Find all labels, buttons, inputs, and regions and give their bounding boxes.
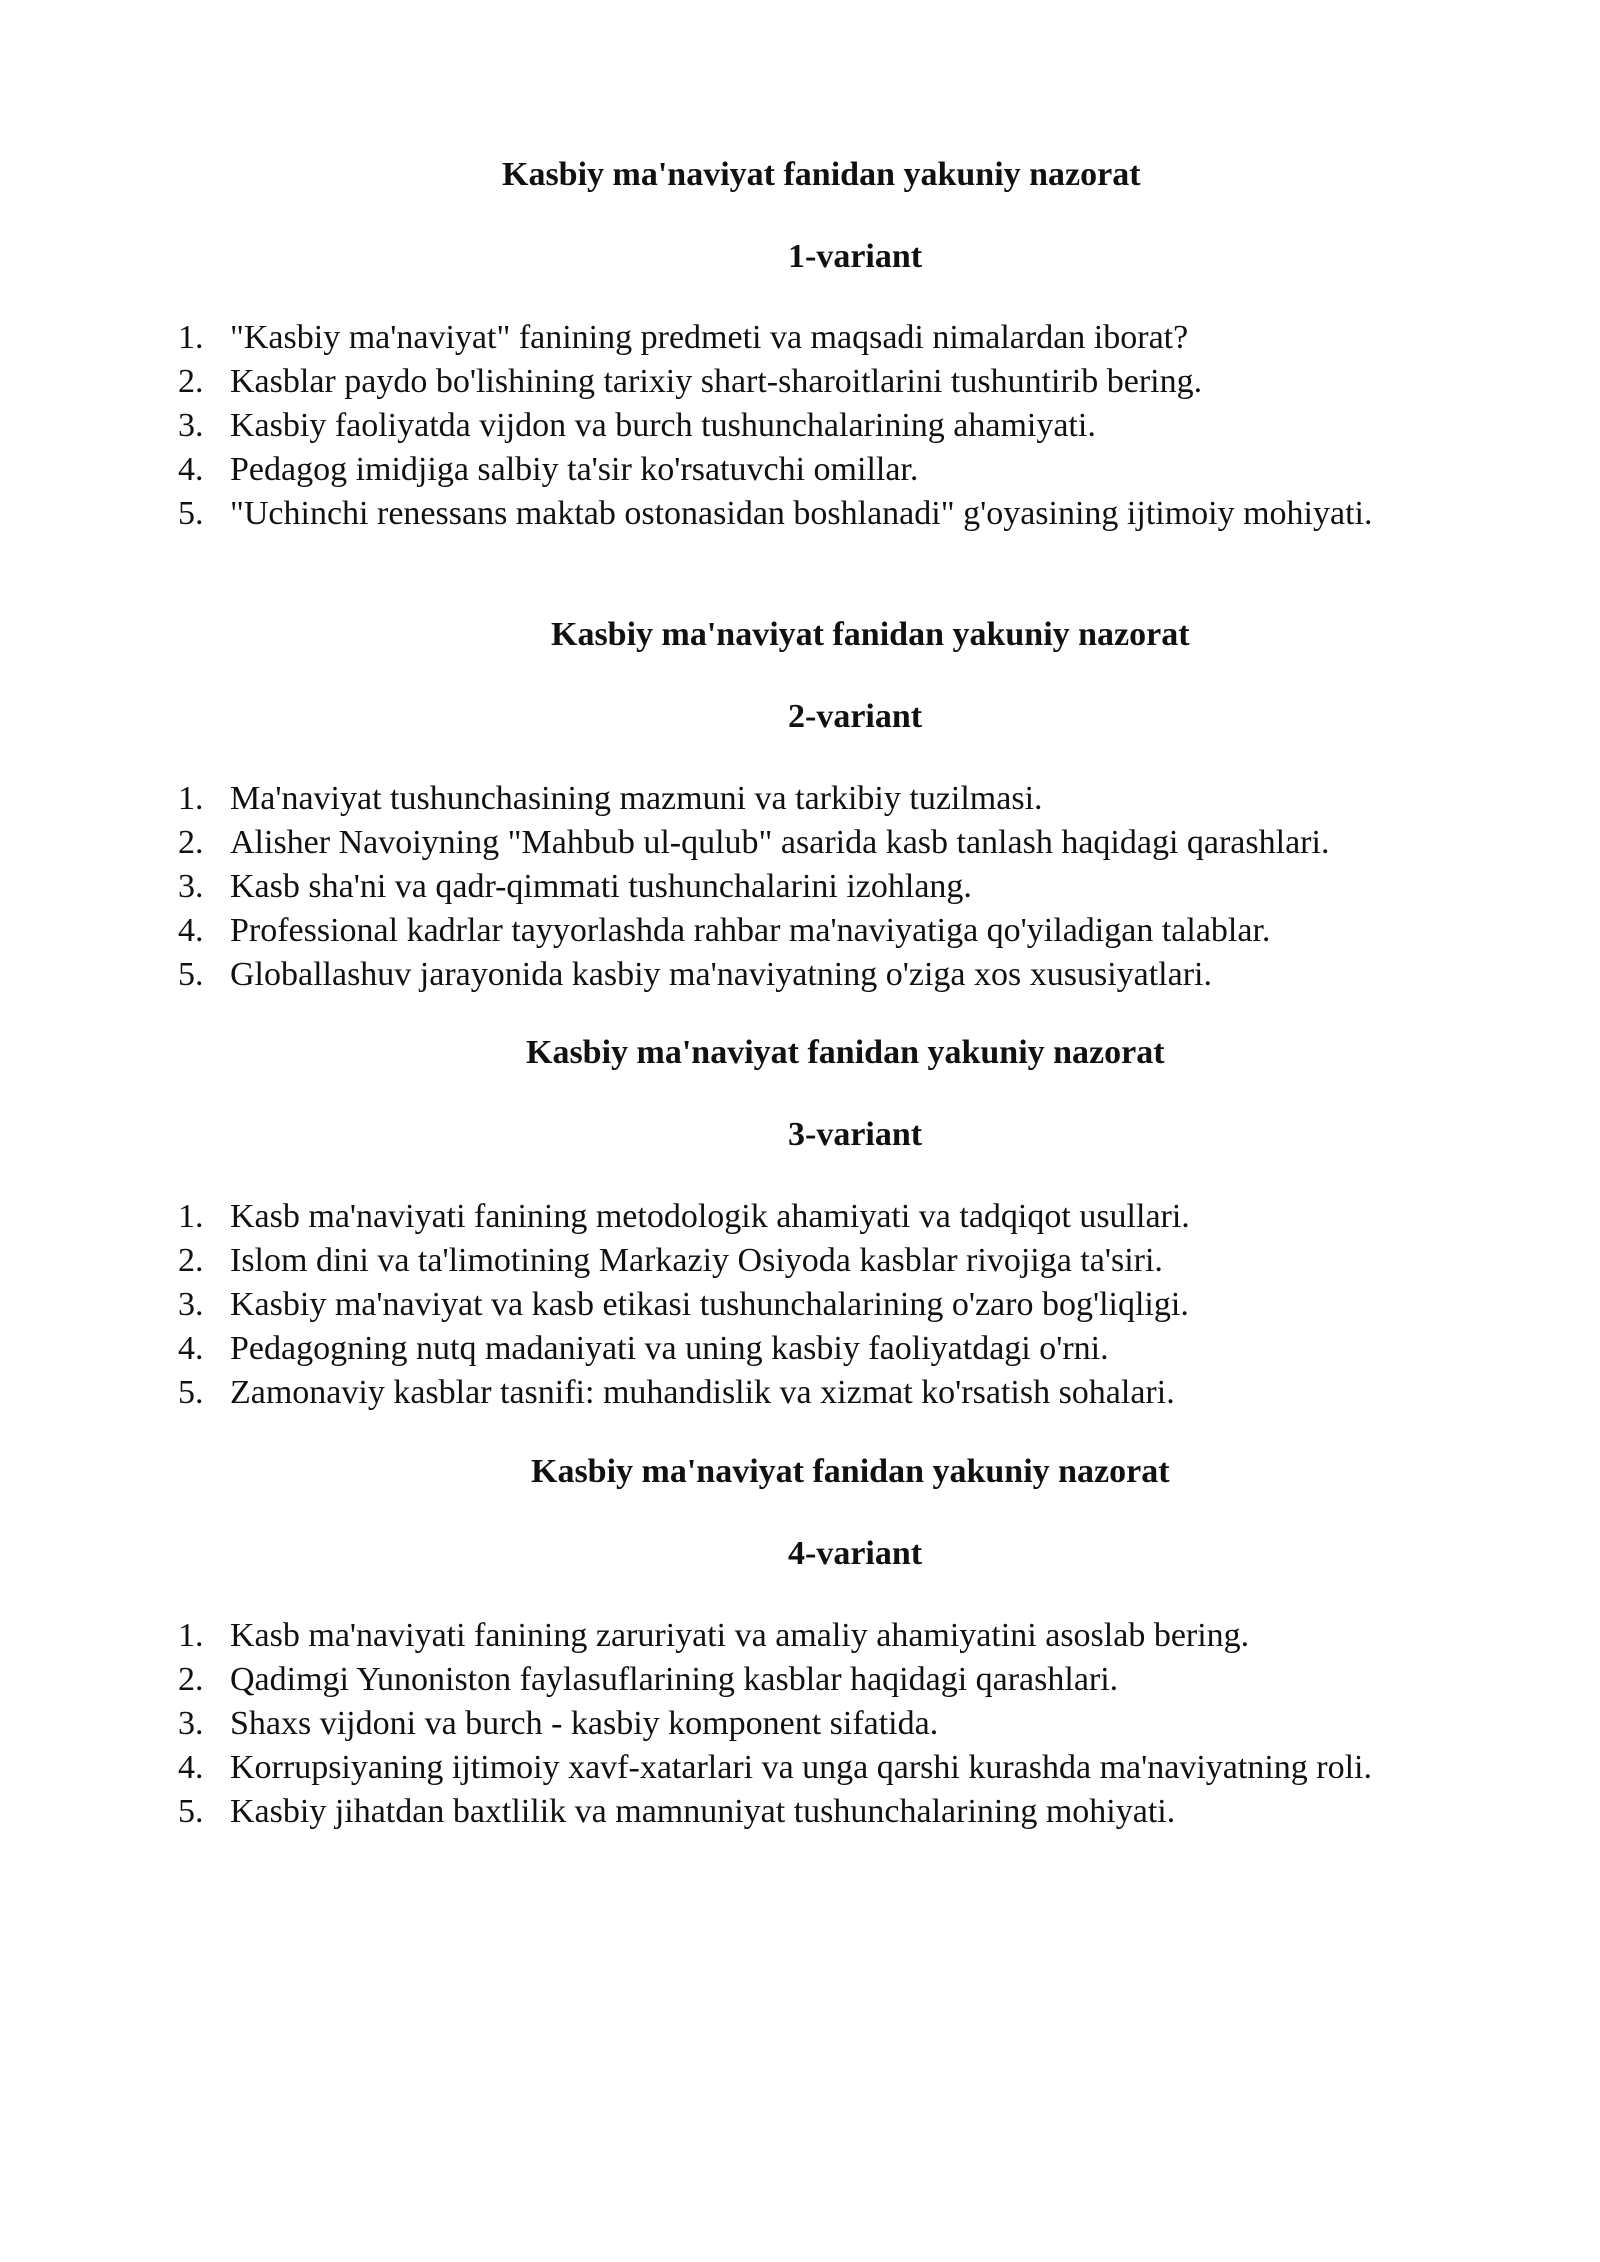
question-item [0,404,1600,448]
variant-label: 3-variant [788,1116,923,1153]
question-text: Kasb ma'naviyati fanining zaruriyati va amaliy ahamiyatini asoslab bering. [230,1617,1250,1654]
question-number: 5. [178,1793,204,1830]
question-item [0,1371,1600,1415]
question-text: Pedagogning nutq madaniyati va uning kasbiy faoliyatdagi o'rni. [230,1330,1109,1367]
question-number: 5. [178,956,204,993]
question-item [0,1239,1600,1283]
section-title [0,1033,1600,1073]
question-item [0,1283,1600,1327]
section-title-text: Kasbiy ma'naviyat fanidan yakuniy nazorat [502,156,1141,193]
question-number: 3. [178,1705,204,1742]
question-item [0,1327,1600,1371]
question-number: 4. [178,912,204,949]
question-text: "Kasbiy ma'naviyat" fanining predmeti va maqsadi nimalardan iborat? [230,319,1189,356]
question-number: 4. [178,1330,204,1367]
question-number: 1. [178,1198,204,1235]
question-text: Alisher Navoiyning "Mahbub ul-qulub" asarida kasb tanlash haqidagi qarashlari. [230,824,1330,861]
question-number: 3. [178,868,204,905]
variant-heading [0,237,1600,277]
question-text: "Uchinchi renessans maktab ostonasidan boshlanadi" g'oyasining ijtimoiy mohiyati. [230,495,1373,532]
question-number: 2. [178,1661,204,1698]
question-text: Ma'naviyat tushunchasining mazmuni va tarkibiy tuzilmasi. [230,780,1043,817]
section-title [0,615,1600,655]
question-number: 1. [178,780,204,817]
question-number: 5. [178,1374,204,1411]
variant-heading [0,697,1600,737]
question-text: Shaxs vijdoni va burch - kasbiy komponent sifatida. [230,1705,939,1742]
question-text: Kasblar paydo bo'lishining tarixiy shart-sharoitlarini tushuntirib bering. [230,363,1203,400]
question-item [0,492,1600,536]
question-text: Kasbiy jihatdan baxtlilik va mamnuniyat tushunchalarining mohiyati. [230,1793,1176,1830]
question-item [0,1195,1600,1239]
question-item [0,1790,1600,1834]
question-item [0,1746,1600,1790]
section-title [0,1452,1600,1492]
question-number: 3. [178,1286,204,1323]
question-text: Professional kadrlar tayyorlashda rahbar ma'naviyatiga qo'yiladigan talablar. [230,912,1271,949]
question-text: Kasbiy ma'naviyat va kasb etikasi tushunchalarining o'zaro bog'liqligi. [230,1286,1189,1323]
question-item [0,1702,1600,1746]
question-number: 3. [178,407,204,444]
question-list [0,777,1600,997]
question-text: Zamonaviy kasblar tasnifi: muhandislik va xizmat ko'rsatish sohalari. [230,1374,1175,1411]
variant-heading [0,1115,1600,1155]
question-list [0,1614,1600,1834]
question-text: Islom dini va ta'limotining Markaziy Osiyoda kasblar rivojiga ta'siri. [230,1242,1163,1279]
question-text: Kasb ma'naviyati fanining metodologik ahamiyati va tadqiqot usullari. [230,1198,1190,1235]
question-item [0,821,1600,865]
variant-label: 4-variant [788,1535,923,1572]
question-text: Kasbiy faoliyatda vijdon va burch tushunchalarining ahamiyati. [230,407,1096,444]
question-text: Globallashuv jarayonida kasbiy ma'naviyatning o'ziga xos xususiyatlari. [230,956,1212,993]
question-item [0,1614,1600,1658]
section-title-text: Kasbiy ma'naviyat fanidan yakuniy nazorat [531,1453,1170,1490]
question-list [0,316,1600,536]
question-number: 2. [178,824,204,861]
question-number: 4. [178,451,204,488]
question-text: Qadimgi Yunoniston faylasuflarining kasblar haqidagi qarashlari. [230,1661,1119,1698]
question-item [0,777,1600,821]
question-text: Korrupsiyaning ijtimoiy xavf-xatarlari va unga qarshi kurashda ma'naviyatning roli. [230,1749,1372,1786]
question-number: 2. [178,363,204,400]
section-title [0,155,1600,195]
question-text: Kasb sha'ni va qadr-qimmati tushunchalarini izohlang. [230,868,972,905]
question-text: Pedagog imidjiga salbiy ta'sir ko'rsatuvchi omillar. [230,451,919,488]
variant-heading [0,1534,1600,1574]
question-item [0,316,1600,360]
section-title-text: Kasbiy ma'naviyat fanidan yakuniy nazorat [551,616,1190,653]
question-list [0,1195,1600,1415]
question-number: 1. [178,319,204,356]
question-number: 1. [178,1617,204,1654]
variant-label: 1-variant [788,238,923,275]
question-item [0,953,1600,997]
question-number: 4. [178,1749,204,1786]
variant-label: 2-variant [788,698,923,735]
question-item [0,909,1600,953]
question-item [0,360,1600,404]
section-title-text: Kasbiy ma'naviyat fanidan yakuniy nazorat [526,1034,1165,1071]
question-number: 5. [178,495,204,532]
question-item [0,448,1600,492]
question-item [0,1658,1600,1702]
question-number: 2. [178,1242,204,1279]
question-item [0,865,1600,909]
